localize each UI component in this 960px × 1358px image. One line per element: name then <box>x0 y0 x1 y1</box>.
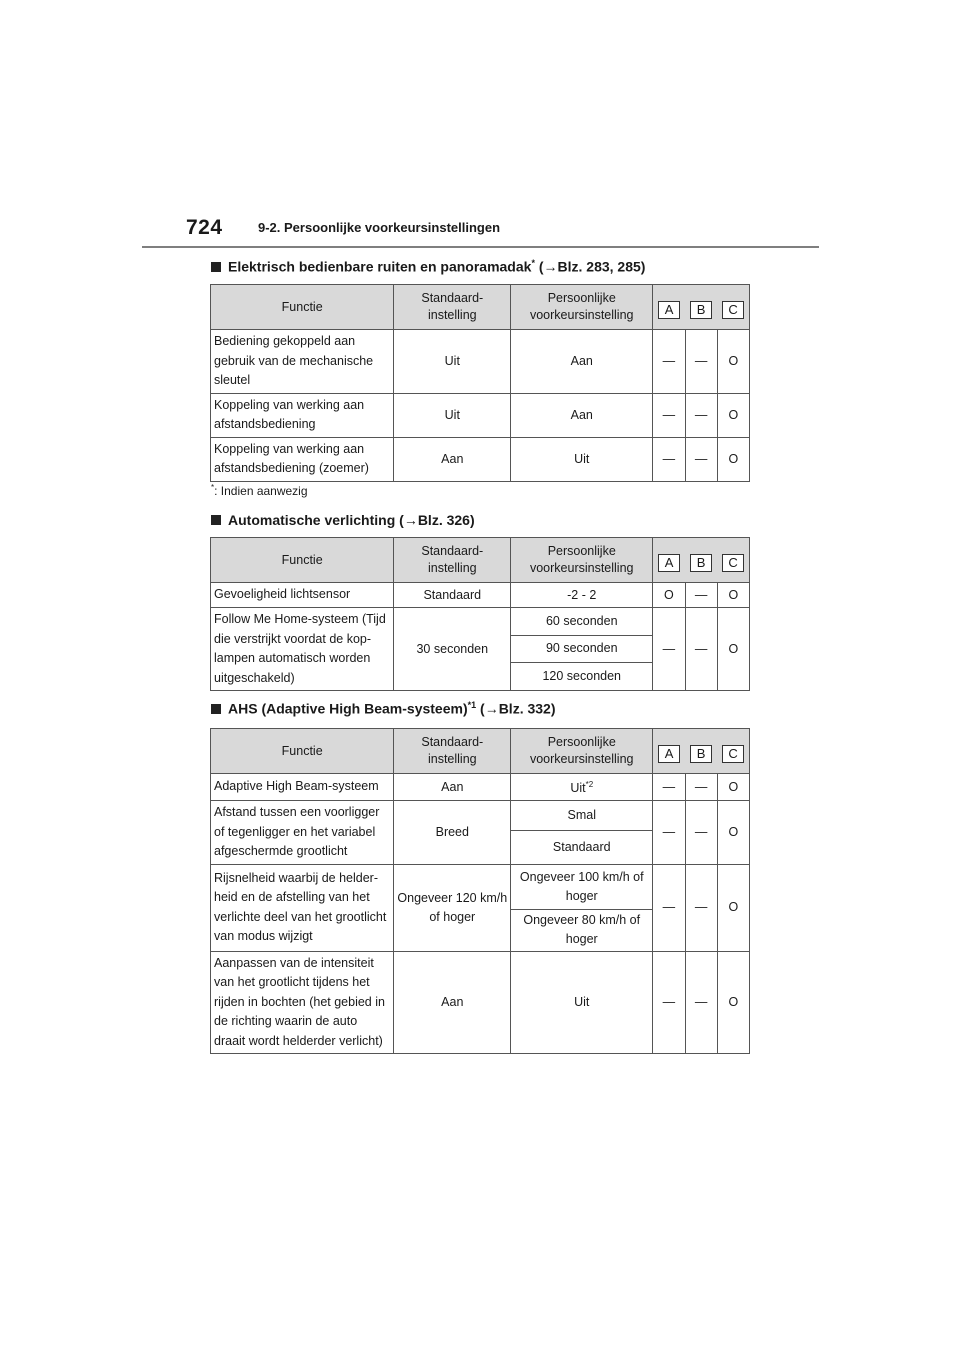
feature-cell: Koppeling van werking aan afstandsbediening <box>211 393 394 437</box>
default-cell: Aan <box>394 951 511 1054</box>
settings-table-auto-lights <box>210 537 750 691</box>
b-cell: — <box>685 608 717 691</box>
c-cell: O <box>717 393 749 437</box>
header-standaard: Standaard- instelling <box>394 729 511 774</box>
feature-cell: Gevoeligheid lichtsensor <box>211 583 394 608</box>
section-heading-ahs: AHS (Adaptive High Beam-systeem)$^{*1}$ (→Blz. 332) <box>211 700 556 717</box>
feature-cell: Aanpassen van de intensiteit van het grootlicht tijdens het rijden in bochten (het gebied in de richting waarin de auto draait wordt helderder verlicht) <box>211 951 394 1054</box>
c-cell: O <box>717 801 749 865</box>
header-functie: Functie <box>211 285 394 330</box>
table-row <box>211 393 750 437</box>
feature-cell: Bediening gekoppeld aan gebruik van de mechanische sleutel <box>211 330 394 394</box>
feature-cell: Adaptive High Beam-systeem <box>211 774 394 801</box>
a-cell: — <box>653 864 685 951</box>
table-header-row <box>211 285 750 330</box>
table-row <box>211 951 750 1054</box>
header-standaard: Standaard- instelling <box>394 285 511 330</box>
settings-table-windows <box>210 284 750 482</box>
table-header-row <box>211 538 750 583</box>
settings-table-ahs <box>210 728 750 1054</box>
custom-cell: Ongeveer 100 km/h of hoger <box>511 864 653 909</box>
chapter-title: 9-2. Persoonlijke voorkeursinstellingen <box>258 220 501 235</box>
section-heading-auto-lights: Automatische verlichting (→Blz. 326) <box>211 512 475 528</box>
header-c: C <box>717 538 749 583</box>
custom-cell: 90 seconden <box>511 635 653 663</box>
c-cell: O <box>717 864 749 951</box>
a-cell: O <box>653 583 685 608</box>
custom-cell: Ongeveer 80 km/h of hoger <box>511 909 653 951</box>
table-row <box>211 583 750 608</box>
header-persoonlijk: Persoonlijke voorkeursinstelling <box>511 285 653 330</box>
b-cell: — <box>685 330 717 394</box>
table-row <box>211 801 750 831</box>
custom-cell: Aan <box>511 393 653 437</box>
header-persoonlijk: Persoonlijke voorkeursinstelling <box>511 729 653 774</box>
b-cell: — <box>685 951 717 1054</box>
b-cell: — <box>685 864 717 951</box>
feature-cell: Follow Me Home-systeem (Tijd die verstrijkt voordat de kop-lampen automatisch worden uitgeschakeld) <box>211 608 394 691</box>
table-row <box>211 330 750 394</box>
page-header <box>142 212 819 248</box>
custom-cell: Uit$^{*2}$ <box>511 774 653 801</box>
page-number: 724 <box>186 216 223 239</box>
custom-cell: 60 seconden <box>511 608 653 636</box>
header-c: C <box>717 729 749 774</box>
header-persoonlijk: Persoonlijke voorkeursinstelling <box>511 538 653 583</box>
b-cell: — <box>685 774 717 801</box>
table-row <box>211 608 750 636</box>
header-b: B <box>685 729 717 774</box>
c-cell: O <box>717 583 749 608</box>
c-cell: O <box>717 608 749 691</box>
default-cell: Aan <box>394 774 511 801</box>
bullet-square-icon <box>211 262 221 272</box>
custom-cell: -2 - 2 <box>511 583 653 608</box>
c-cell: O <box>717 330 749 394</box>
default-cell: Aan <box>394 437 511 481</box>
header-standaard: Standaard- instelling <box>394 538 511 583</box>
header-b: B <box>685 285 717 330</box>
footnote: *: Indien aanwezig <box>211 483 308 498</box>
c-cell: O <box>717 437 749 481</box>
a-cell: — <box>653 437 685 481</box>
header-c: C <box>717 285 749 330</box>
table-row <box>211 437 750 481</box>
section-heading-windows: Elektrisch bedienbare ruiten en panoramadak* (→Blz. 283, 285) <box>211 258 645 275</box>
feature-cell: Koppeling van werking aan afstandsbediening (zoemer) <box>211 437 394 481</box>
c-cell: O <box>717 774 749 801</box>
custom-cell: Standaard <box>511 831 653 864</box>
a-cell: — <box>653 393 685 437</box>
a-cell: — <box>653 801 685 865</box>
bullet-square-icon <box>211 515 221 525</box>
b-cell: — <box>685 583 717 608</box>
a-cell: — <box>653 608 685 691</box>
feature-cell: Rijsnelheid waarbij de helder-heid en de afstelling van het verlichte deel van het grootlicht van modus wijzigt <box>211 864 394 951</box>
a-cell: — <box>653 330 685 394</box>
b-cell: — <box>685 437 717 481</box>
header-functie: Functie <box>211 538 394 583</box>
a-cell: — <box>653 774 685 801</box>
table-row <box>211 774 750 801</box>
default-cell: Uit <box>394 393 511 437</box>
c-cell: O <box>717 951 749 1054</box>
default-cell: Standaard <box>394 583 511 608</box>
custom-cell: Uit <box>511 951 653 1054</box>
header-a: A <box>653 729 685 774</box>
header-a: A <box>653 538 685 583</box>
default-cell: Ongeveer 120 km/h of hoger <box>394 864 511 951</box>
b-cell: — <box>685 801 717 865</box>
custom-cell: 120 seconden <box>511 663 653 691</box>
custom-cell: Aan <box>511 330 653 394</box>
custom-cell: Smal <box>511 801 653 831</box>
table-row <box>211 864 750 909</box>
custom-cell: Uit <box>511 437 653 481</box>
default-cell: 30 seconden <box>394 608 511 691</box>
default-cell: Breed <box>394 801 511 865</box>
header-b: B <box>685 538 717 583</box>
header-functie: Functie <box>211 729 394 774</box>
default-cell: Uit <box>394 330 511 394</box>
feature-cell: Afstand tussen een voorligger of tegenligger en het variabel afgeschermde grootlicht <box>211 801 394 865</box>
bullet-square-icon <box>211 704 221 714</box>
a-cell: — <box>653 951 685 1054</box>
header-a: A <box>653 285 685 330</box>
b-cell: — <box>685 393 717 437</box>
table-header-row <box>211 729 750 774</box>
